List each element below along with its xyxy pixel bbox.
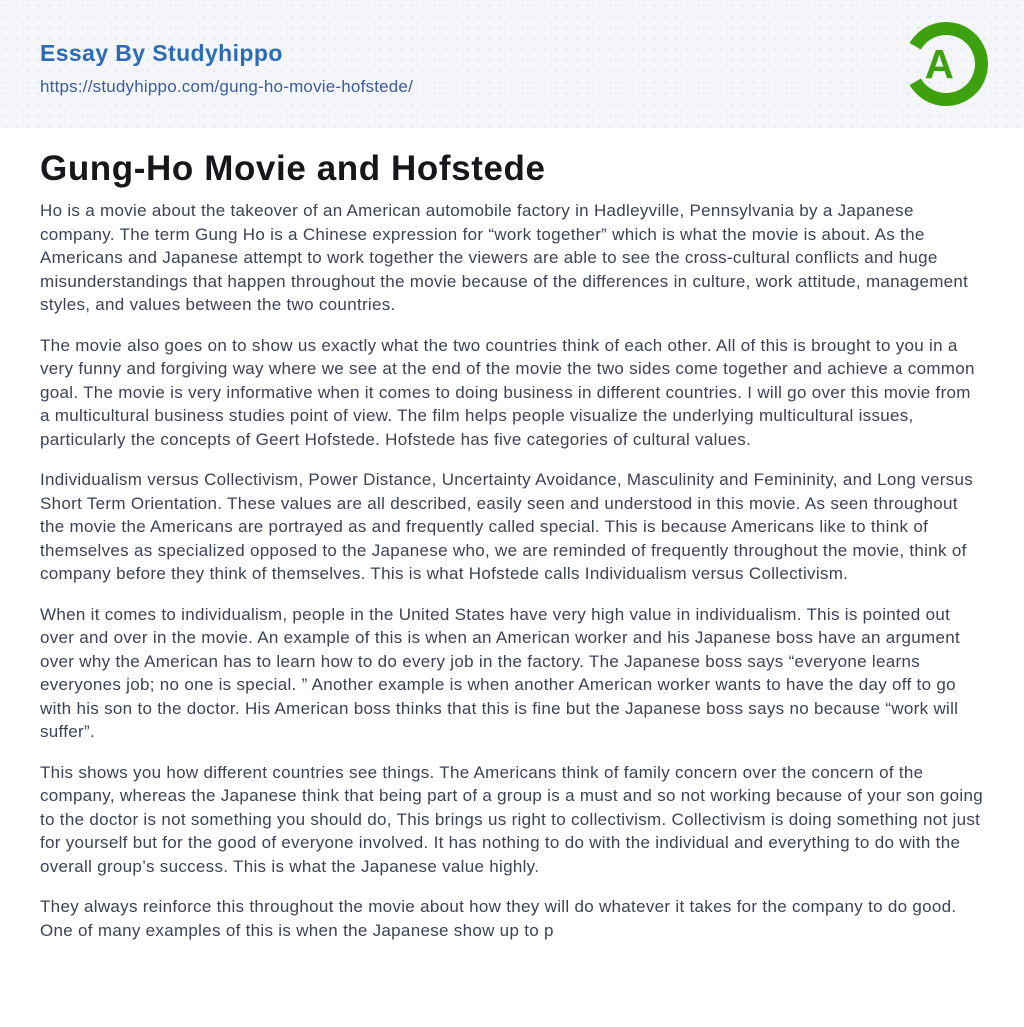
header-text-block xyxy=(40,39,413,97)
essay-paragraph-2: The movie also goes on to show us exactly what the two countries think of each other. All of this is brought to you in a very funny and forgiving way where we see at the end of the movie the two sides come together and achieve a common goal. The movie is very informative when it comes to doing business in different countries. I will go over this movie from a multicultural business studies point of view. The film helps people visualize the underlying multicultural issues, particularly the concepts of Geert Hofstede. Hofstede has five categories of cultural values. xyxy=(40,335,975,449)
essay-content xyxy=(0,149,1024,942)
essay-paragraph-3: Individualism versus Collectivism, Power Distance, Uncertainty Avoidance, Masculinity and Femininity, and Long versus Short Term Orientation. These values are all described, easily seen and understood in this movie. As seen throughout the movie the Americans are portrayed as and frequently called special. This is because Americans like to think of themselves as specialized opposed to the Japanese who, we are reminded of frequently throughout the movie, think of company before they think of themselves. This is what Hofstede calls Individualism versus Collectivism. xyxy=(40,470,974,583)
studyhippo-logo-icon xyxy=(904,22,988,106)
source-url-link[interactable]: https://studyhippo.com/gung-ho-movie-hofstede/ xyxy=(40,77,414,96)
page-title: Gung-Ho Movie and Hofstede xyxy=(40,149,546,188)
brand-title: Essay By Studyhippo xyxy=(40,40,283,66)
essay-paragraph-1: Ho is a movie about the takeover of an American automobile factory in Hadleyville, Pennsylvania by a Japanese company. The term Gung Ho is a Chinese expression for “work together” which is what the movie is about. As the Americans and Japanese attempt to work together the viewers are able to see the cross-cultural conflicts and huge misunderstandings that happen throughout the movie because of the differences in culture, work attitude, management styles, and values between the two countries. xyxy=(40,201,969,314)
page-header xyxy=(0,0,1024,128)
logo-letter: A xyxy=(924,40,954,87)
essay-paragraph-6: They always reinforce this throughout the movie about how they will do whatever it takes for the company to do good. One of many examples of this is when the Japanese show up to p xyxy=(40,897,957,940)
essay-paragraph-4: When it comes to individualism, people in the United States have very high value in individualism. This is pointed out over and over in the movie. An example of this is when an American worker and his Japanese boss have an argument over why the American has to learn how to do every job in the factory. The Japanese boss says “everyone learns everyones job; no one is special. ” Another example is when another American worker wants to have the day off to go with his son to the doctor. His American boss thinks that this is fine but the Japanese boss says no because “work will suffer”. xyxy=(40,604,960,741)
essay-paragraph-5: This shows you how different countries see things. The Americans think of family concern over the concern of the company, whereas the Japanese think that being part of a group is a must and so not working because of your son going to the doctor is not something you should do, This brings us right to collectivism. Collectivism is doing something not just for yourself but for the good of everyone involved. It has nothing to do with the individual and everything to do with the overall group’s success. This is what the Japanese value highly. xyxy=(40,762,983,876)
